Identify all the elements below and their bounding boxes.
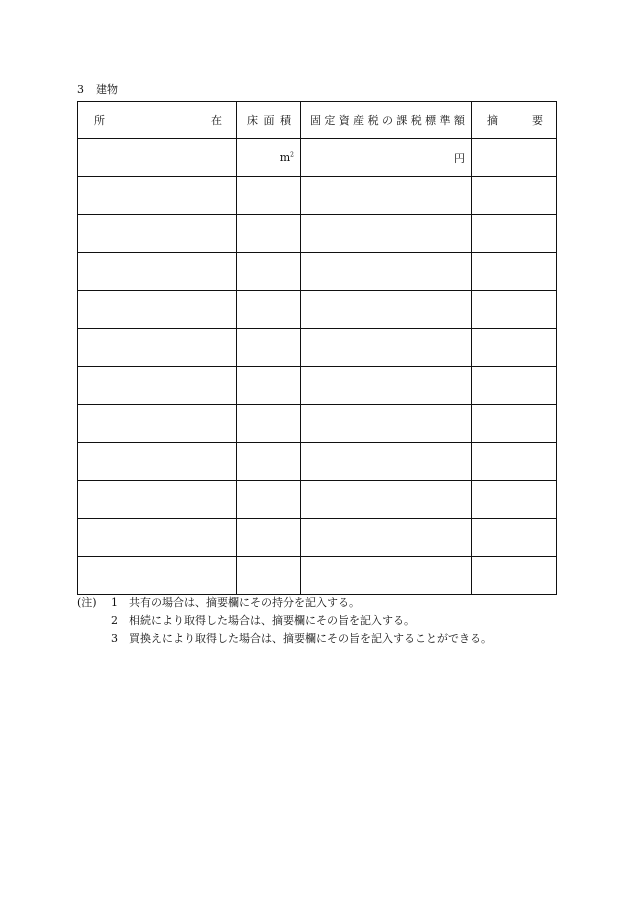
section-title: 建物	[96, 83, 118, 96]
table-row	[78, 253, 557, 291]
section-heading	[77, 83, 118, 97]
unit-superscript: 2	[290, 151, 294, 159]
table-header-row	[78, 102, 557, 139]
table-row	[78, 177, 557, 215]
unit-square-meter: m	[279, 151, 291, 164]
notes-section	[77, 594, 492, 648]
building-table	[77, 101, 557, 595]
note-item	[77, 630, 492, 648]
location-cell	[78, 139, 237, 177]
notes-prefix: (注)	[77, 596, 97, 609]
table-row	[78, 481, 557, 519]
floor-area-cell	[237, 139, 301, 177]
note-number: 3	[111, 632, 118, 645]
table-row	[78, 519, 557, 557]
table-row	[78, 329, 557, 367]
header-location: 所 在	[78, 102, 237, 139]
unit-yen: 円	[454, 151, 465, 165]
note-number: 1	[111, 596, 118, 609]
note-text: 相続により取得した場合は、摘要欄にその旨を記入する。	[129, 614, 415, 627]
section-number: 3	[77, 83, 84, 96]
header-floor-area: 床 面 積	[237, 102, 301, 139]
header-remarks: 摘 要	[472, 102, 557, 139]
table-row	[78, 291, 557, 329]
note-item	[77, 612, 492, 630]
table-row	[78, 443, 557, 481]
table-row	[78, 405, 557, 443]
table-row	[78, 367, 557, 405]
note-text: 買換えにより取得した場合は、摘要欄にその旨を記入することができる。	[129, 632, 492, 645]
remarks-cell	[472, 139, 557, 177]
tax-value-cell	[301, 139, 472, 177]
header-tax-value: 固 定 資 産 税 の 課 税 標 準 額	[301, 102, 472, 139]
note-number: 2	[111, 614, 118, 627]
table-row	[78, 557, 557, 595]
table-row	[78, 215, 557, 253]
note-text: 共有の場合は、摘要欄にその持分を記入する。	[129, 596, 360, 609]
table-row	[78, 139, 557, 177]
note-item	[77, 594, 492, 612]
